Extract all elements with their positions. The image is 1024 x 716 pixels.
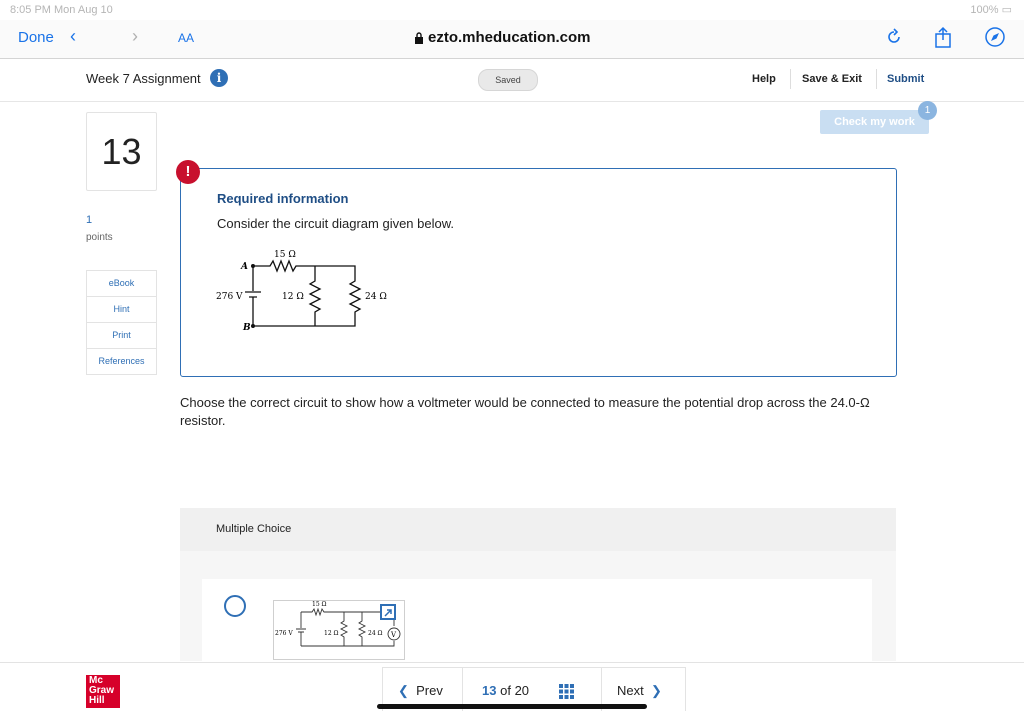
mcgraw-hill-logo: Mc Graw Hill — [86, 675, 120, 708]
thumb-voltage-label: 276 V — [275, 630, 293, 637]
status-bar — [0, 0, 1024, 20]
voltage-label: 276 V — [216, 292, 243, 302]
hint-link[interactable]: Hint — [87, 297, 156, 323]
reload-icon[interactable] — [885, 28, 903, 46]
references-link[interactable]: References — [98, 356, 145, 366]
assignment-title: Week 7 Assignment — [86, 71, 201, 86]
expand-icon[interactable] — [380, 604, 396, 620]
multiple-choice-label: Multiple Choice — [216, 523, 292, 535]
divider — [876, 69, 877, 89]
forward-icon[interactable]: › — [132, 26, 138, 46]
submit-link[interactable]: Submit — [887, 73, 925, 85]
page-indicator[interactable]: 13 of 20 — [482, 683, 530, 698]
battery-indicator: 100% ▭ — [970, 4, 1012, 16]
resistor-15-label: 15 Ω — [274, 250, 296, 260]
grid-icon[interactable] — [559, 684, 574, 699]
alert-icon: ! — [176, 160, 200, 184]
thumb-r12-label: 12 Ω — [324, 630, 339, 637]
prev-button[interactable]: ❮ Prev — [398, 683, 443, 698]
browser-toolbar — [0, 20, 1024, 59]
chevron-right-icon: ❯ — [650, 683, 662, 698]
question-prompt: Choose the correct circuit to show how a voltmeter would be connected to measure the potential drop across the 24.0-Ω resistor. — [180, 395, 870, 428]
save-exit-link[interactable]: Save & Exit — [802, 73, 862, 85]
share-icon[interactable] — [934, 26, 952, 48]
node-a-label: A — [241, 262, 248, 272]
lock-icon — [414, 32, 424, 44]
question-number: 13 — [86, 112, 157, 191]
home-indicator[interactable] — [377, 704, 647, 709]
check-attempts-badge: 1 — [918, 101, 937, 120]
help-link[interactable]: Help — [752, 73, 776, 85]
answer-radio[interactable] — [224, 595, 246, 617]
saved-status-badge: Saved — [478, 69, 538, 91]
question-tools-menu — [86, 270, 157, 375]
reader-aa-button[interactable]: AA — [178, 31, 195, 45]
required-info-text: Consider the circuit diagram given below. — [217, 216, 455, 231]
divider — [790, 69, 791, 89]
circuit-diagram — [213, 246, 393, 336]
node-b-label: B — [243, 323, 251, 333]
thumb-r24-label: 24 Ω — [368, 630, 383, 637]
resistor-24-label: 24 Ω — [365, 292, 387, 302]
resistor-12-label: 12 Ω — [282, 292, 304, 302]
required-info-title: Required information — [217, 191, 349, 206]
info-icon[interactable]: i — [210, 69, 228, 87]
check-my-work-button[interactable]: Check my work — [820, 110, 929, 134]
points-label: points — [86, 232, 113, 243]
assignment-header — [0, 59, 1024, 102]
points-value: 1 — [86, 214, 93, 226]
address-bar[interactable]: ezto.mheducation.com — [428, 29, 591, 46]
ebook-link[interactable]: eBook — [87, 271, 156, 297]
back-icon[interactable]: ‹ — [70, 26, 76, 46]
compass-icon[interactable] — [984, 26, 1006, 48]
done-button[interactable]: Done — [18, 29, 54, 46]
status-time: 8:05 PM Mon Aug 10 — [10, 4, 113, 16]
next-button[interactable]: Next ❯ — [617, 683, 662, 698]
print-link[interactable]: Print — [87, 323, 156, 349]
thumb-r15-label: 15 Ω — [312, 601, 327, 608]
voltmeter-label: V — [391, 631, 397, 639]
chevron-left-icon: ❮ — [398, 683, 409, 698]
